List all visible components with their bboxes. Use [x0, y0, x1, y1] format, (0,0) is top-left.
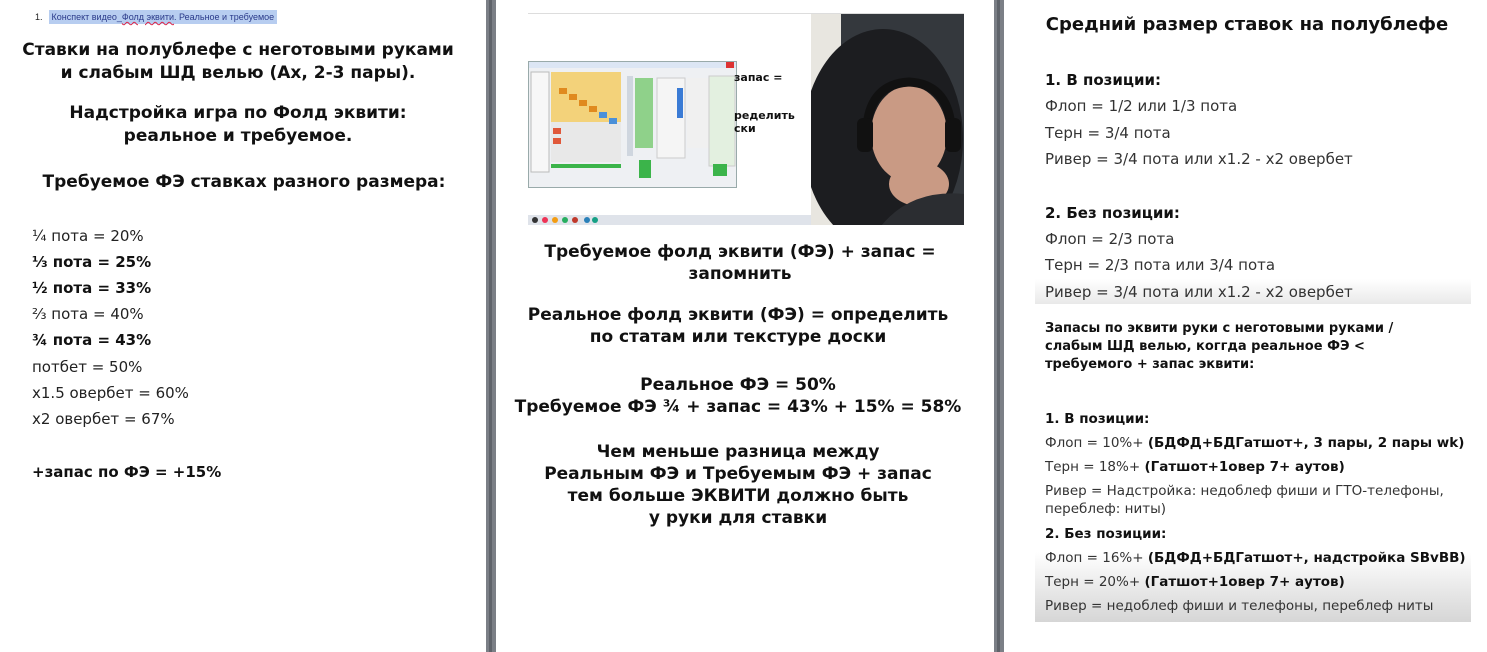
- reserve-line: Терн = 18%+ (Гатшот+1овер 7+ аутов): [1045, 459, 1345, 475]
- reserve-line: переблеф: ниты): [1045, 501, 1167, 517]
- required-fe-text: [496, 241, 984, 285]
- text-line: у руки для ставки: [648, 508, 828, 528]
- heading-semibluff: [0, 39, 476, 85]
- bet-size-line: Флоп = 1/2 или 1/3 пота: [1045, 97, 1238, 115]
- fe-item: ½ пота = 33%: [32, 279, 152, 297]
- heading-line: Ставки на полублефе с неготовыми руками: [22, 40, 454, 60]
- video-screenshot: [528, 13, 964, 225]
- cut-text: ски: [734, 122, 756, 135]
- cut-text: ределить: [734, 109, 795, 122]
- text-line: Реальное фолд эквити (ФЭ) = определить: [527, 305, 949, 325]
- cut-text: запас =: [734, 71, 783, 84]
- bet-size-line: Ривер = 3/4 пота или x1.2 - x2 овербет: [1045, 150, 1353, 168]
- text-line: Реальное ФЭ = 50%: [640, 375, 836, 395]
- bet-size-line: Терн = 3/4 пота: [1045, 124, 1171, 142]
- equity-conclusion-text: [494, 441, 982, 529]
- text-line: Требуемое ФЭ ¾ + запас = 43% + 15% = 58%: [514, 397, 962, 417]
- fe-item: x1.5 овербет = 60%: [32, 384, 189, 402]
- fe-item: x2 овербет = 67%: [32, 410, 175, 428]
- poker-app-window: [528, 61, 737, 188]
- fe-item: ¼ пота = 20%: [32, 227, 144, 245]
- text-line: требуемого + запас эквити:: [1045, 357, 1255, 372]
- right-page: [1004, 0, 1487, 652]
- fe-item: ⅔ пота = 40%: [32, 305, 144, 323]
- middle-page: [496, 0, 994, 652]
- reserve-line: Ривер = Надстройка: недоблеф фиши и ГТО-телефоны,: [1045, 483, 1444, 499]
- text-line: тем больше ЭКВИТИ должно быть: [567, 486, 909, 506]
- note-part-c: . Реальное и требуемое: [174, 12, 275, 22]
- text-line: Требуемое фолд эквити (ФЭ) + запас =: [544, 242, 936, 262]
- out-of-position-heading: 2. Без позиции:: [1045, 204, 1180, 222]
- in-position-heading: 1. В позиции:: [1045, 71, 1162, 89]
- heading-line: Надстройка игра по Фолд эквити:: [69, 103, 407, 123]
- note-number: 1.: [35, 12, 43, 22]
- bet-size-line: Флоп = 2/3 пота: [1045, 230, 1175, 248]
- reserve-oop-heading: 2. Без позиции:: [1045, 526, 1167, 542]
- real-fe-text: [494, 304, 982, 348]
- webcam-presenter-image: [811, 14, 964, 225]
- note-part-b: Фолд эквити: [121, 12, 175, 22]
- heading-required-fe: Требуемое ФЭ ставках разного размера:: [42, 172, 446, 192]
- text-line: Запасы по эквити руки с неготовыми руками /: [1045, 321, 1394, 336]
- fe-reserve: +запас по ФЭ = +15%: [32, 463, 222, 481]
- heading-fold-equity: [0, 102, 476, 148]
- text-line: запомнить: [688, 264, 792, 284]
- reserve-heading: [1045, 320, 1465, 374]
- reserve-ip-heading: 1. В позиции:: [1045, 411, 1150, 427]
- heading-line: реальное и требуемое.: [123, 126, 353, 146]
- bet-size-line: Ривер = 3/4 пота или x1.2 - x2 овербет: [1045, 283, 1353, 301]
- presenter-silhouette: [811, 14, 964, 225]
- left-page: [0, 0, 486, 652]
- fe-item: ⅓ пота = 25%: [32, 253, 152, 271]
- page-title: Средний размер ставок на полублефе: [1045, 14, 1449, 35]
- fe-item: потбет = 50%: [32, 358, 143, 376]
- text-line: Чем меньше разница между: [596, 442, 880, 462]
- fe-example-text: [494, 374, 982, 418]
- page-separator: [994, 0, 1004, 652]
- document-note[interactable]: [35, 12, 277, 22]
- fe-item: ¾ пота = 43%: [32, 331, 152, 349]
- heading-line: и слабым ШД велью (Ax, 2-3 пары).: [60, 63, 416, 83]
- reserve-line: Флоп = 16%+ (БДФД+БДГатшот+, надстройка SBvBB): [1045, 550, 1466, 566]
- text-line: по статам или текстуре доски: [589, 327, 887, 347]
- reserve-line: Ривер = недоблеф фиши и телефоны, переблеф ниты: [1045, 598, 1434, 614]
- bet-size-line: Терн = 2/3 пота или 3/4 пота: [1045, 256, 1276, 274]
- text-line: Реальным ФЭ и Требуемым ФЭ + запас: [544, 464, 932, 484]
- note-highlight: [49, 10, 278, 24]
- text-line: слабым ШД велью, коггда реальное ФЭ <: [1045, 339, 1365, 354]
- reserve-line: Флоп = 10%+ (БДФД+БДГатшот+, 3 пары, 2 пары wk): [1045, 435, 1465, 451]
- range-grid-image: [529, 68, 737, 188]
- note-part-a: Конспект видео_: [51, 12, 122, 22]
- reserve-line: Терн = 20%+ (Гатшот+1овер 7+ аутов): [1045, 574, 1345, 590]
